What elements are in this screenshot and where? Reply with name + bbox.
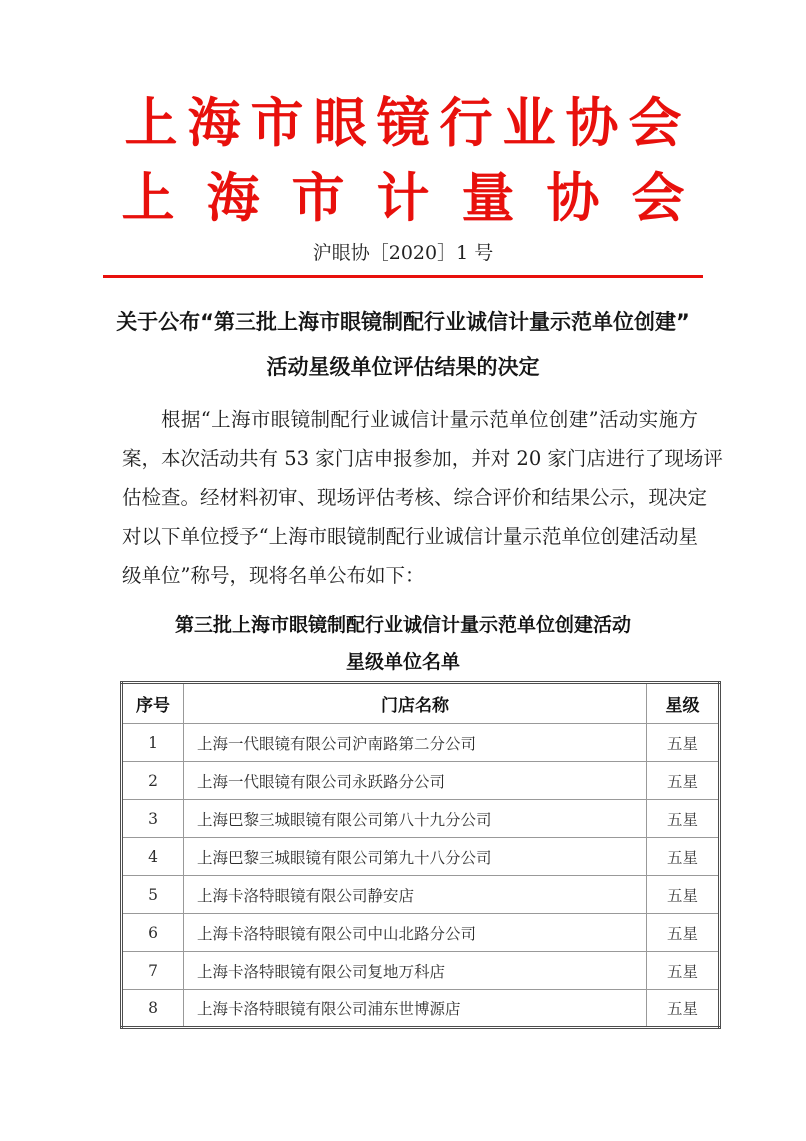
table-row [122, 952, 720, 990]
red-divider [103, 275, 703, 278]
document-number: 沪眼协［2020］1 号 [312, 242, 494, 264]
row-number: 4 [122, 838, 184, 876]
table-row [122, 762, 720, 800]
row-number: 2 [122, 762, 184, 800]
row-number: 7 [122, 952, 184, 990]
header-cell-number: 序号 [122, 683, 184, 724]
table-row [122, 800, 720, 838]
body-line: 级单位”称号，现将名单公布如下： [122, 564, 425, 587]
letterhead [0, 86, 806, 236]
row-number: 6 [122, 914, 184, 952]
star-rating: 五星 [647, 952, 720, 990]
table-row [122, 990, 720, 1028]
document-title [0, 300, 806, 390]
row-number: 3 [122, 800, 184, 838]
store-name: 上海巴黎三城眼镜有限公司第九十八分公司 [184, 838, 647, 876]
store-name: 上海卡洛特眼镜有限公司静安店 [184, 876, 647, 914]
star-rating: 五星 [647, 876, 720, 914]
star-rating: 五星 [647, 990, 720, 1028]
org-name-line2: 上海市计量协会 [121, 167, 717, 229]
row-number: 8 [122, 990, 184, 1028]
header-cell-star: 星级 [647, 683, 720, 724]
table-row [122, 838, 720, 876]
star-rating: 五星 [647, 800, 720, 838]
store-name: 上海卡洛特眼镜有限公司复地万科店 [184, 952, 647, 990]
table-row [122, 914, 720, 952]
body-line: 对以下单位授予“上海市眼镜制配行业诚信计量示范单位创建活动星 [122, 525, 698, 548]
document-title-line1: 关于公布“第三批上海市眼镜制配行业诚信计量示范单位创建” [116, 310, 690, 334]
store-name: 上海巴黎三城眼镜有限公司第八十九分公司 [184, 800, 647, 838]
table-header-row [122, 683, 720, 724]
store-table-body [122, 724, 720, 1028]
document-title-line2: 活动星级单位评估结果的决定 [266, 355, 540, 379]
body-paragraph [122, 400, 723, 595]
org-name-line1: 上海市眼镜行业协会 [124, 92, 692, 154]
store-name: 上海卡洛特眼镜有限公司中山北路分公司 [184, 914, 647, 952]
table-caption-line2: 星级单位名单 [345, 651, 460, 673]
star-rating: 五星 [647, 762, 720, 800]
row-number: 5 [122, 876, 184, 914]
body-line: 估检查。经材料初审、现场评估考核、综合评价和结果公示，现决定 [122, 486, 708, 509]
body-line: 案，本次活动共有 53 家门店申报参加，并对 20 家门店进行了现场评 [122, 447, 723, 470]
star-unit-table [120, 681, 721, 1029]
table-row [122, 724, 720, 762]
header-cell-store-name: 门店名称 [184, 683, 647, 724]
table-caption-line1: 第三批上海市眼镜制配行业诚信计量示范单位创建活动 [174, 614, 631, 636]
body-line: 根据“上海市眼镜制配行业诚信计量示范单位创建”活动实施方 [161, 408, 698, 431]
store-name: 上海一代眼镜有限公司永跃路分公司 [184, 762, 647, 800]
store-name: 上海卡洛特眼镜有限公司浦东世博源店 [184, 990, 647, 1028]
table-row [122, 876, 720, 914]
store-name: 上海一代眼镜有限公司沪南路第二分公司 [184, 724, 647, 762]
star-rating: 五星 [647, 838, 720, 876]
row-number: 1 [122, 724, 184, 762]
star-rating: 五星 [647, 914, 720, 952]
table-caption [0, 607, 806, 681]
star-rating: 五星 [647, 724, 720, 762]
